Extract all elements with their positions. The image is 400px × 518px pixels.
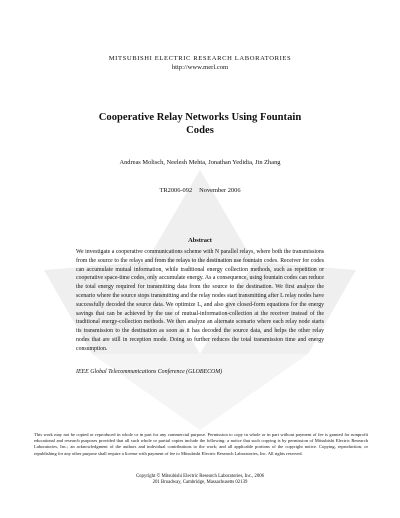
copyright-line: Copyright © Mitsubishi Electric Research Laboratories, Inc., 2006 — [135, 474, 265, 479]
permission-notice: This work may not be copied or reproduced in whole or in part for any commercial purpose. Permission to copy in whole or in part without payment of fee is granted for nonprofit educational and research purposes provided that all such whole or partial copies include the following: a notice that such copying is by permission of Mitsubishi Electric Research Laboratories, Inc.; an acknowledgment of the authors and individual contributions to the work; and all applicable portions of the copyright notice. Copying, reproduction, or republishing for any other purpose shall require a license with payment of fee to Mitsubishi Electric Research Laboratories, Inc. All rights reserved. — [34, 432, 368, 456]
copyright-block — [0, 474, 400, 487]
abstract-heading: Abstract — [188, 237, 212, 244]
organization-name: MITSUBISHI ELECTRIC RESEARCH LABORATORIES — [108, 55, 292, 62]
report-number: TR2006-092 — [159, 187, 193, 194]
publication-venue: IEEE Global Telecommunications Conference (GLOBECOM) — [76, 369, 223, 375]
watermark-base — [92, 354, 308, 430]
abstract-text: We investigate a cooperative communications scheme with N parallel relays, where both the transmissions from the source to the relays and from the relays to the destination use fountain codes. Receiver for codes can accumulate mutual information, while traditional energy collection methods, such as repetition or cooperative space-time codes, only accumulate energy. As a consequence, using fountain codes can reduce the total energy required for transmitting data from the source to the destination. We first analyze the scenario where the source stops transmitting and the relay nodes start transmitting after L relay nodes have successfully decoded the source data. We optimize L, and also give closed-form equations for the energy savings that can be achieved by the use of mutual-information-collection at the receiver instead of the traditional energy-collection methods. We then analyze an alternate scenario where each relay node starts its transmission to the destination as soon as it has decoded the source data, and helps the other relay nodes that are still in reception mode. Doing so further reduces the total transmission time and energy consumption. — [76, 249, 324, 352]
report-date: November 2006 — [199, 187, 241, 194]
address-line: 201 Broadway, Cambridge, Massachusetts 02139 — [152, 480, 248, 486]
organization-url: http://www.merl.com — [171, 64, 229, 71]
report-info — [0, 186, 400, 195]
paper-title: Cooperative Relay Networks Using Fountain Codes — [98, 112, 302, 136]
author-list: Andreas Molisch, Neelesh Mehta, Jonathan Yedidia, Jin Zhang — [119, 159, 281, 166]
report-header — [0, 54, 400, 72]
